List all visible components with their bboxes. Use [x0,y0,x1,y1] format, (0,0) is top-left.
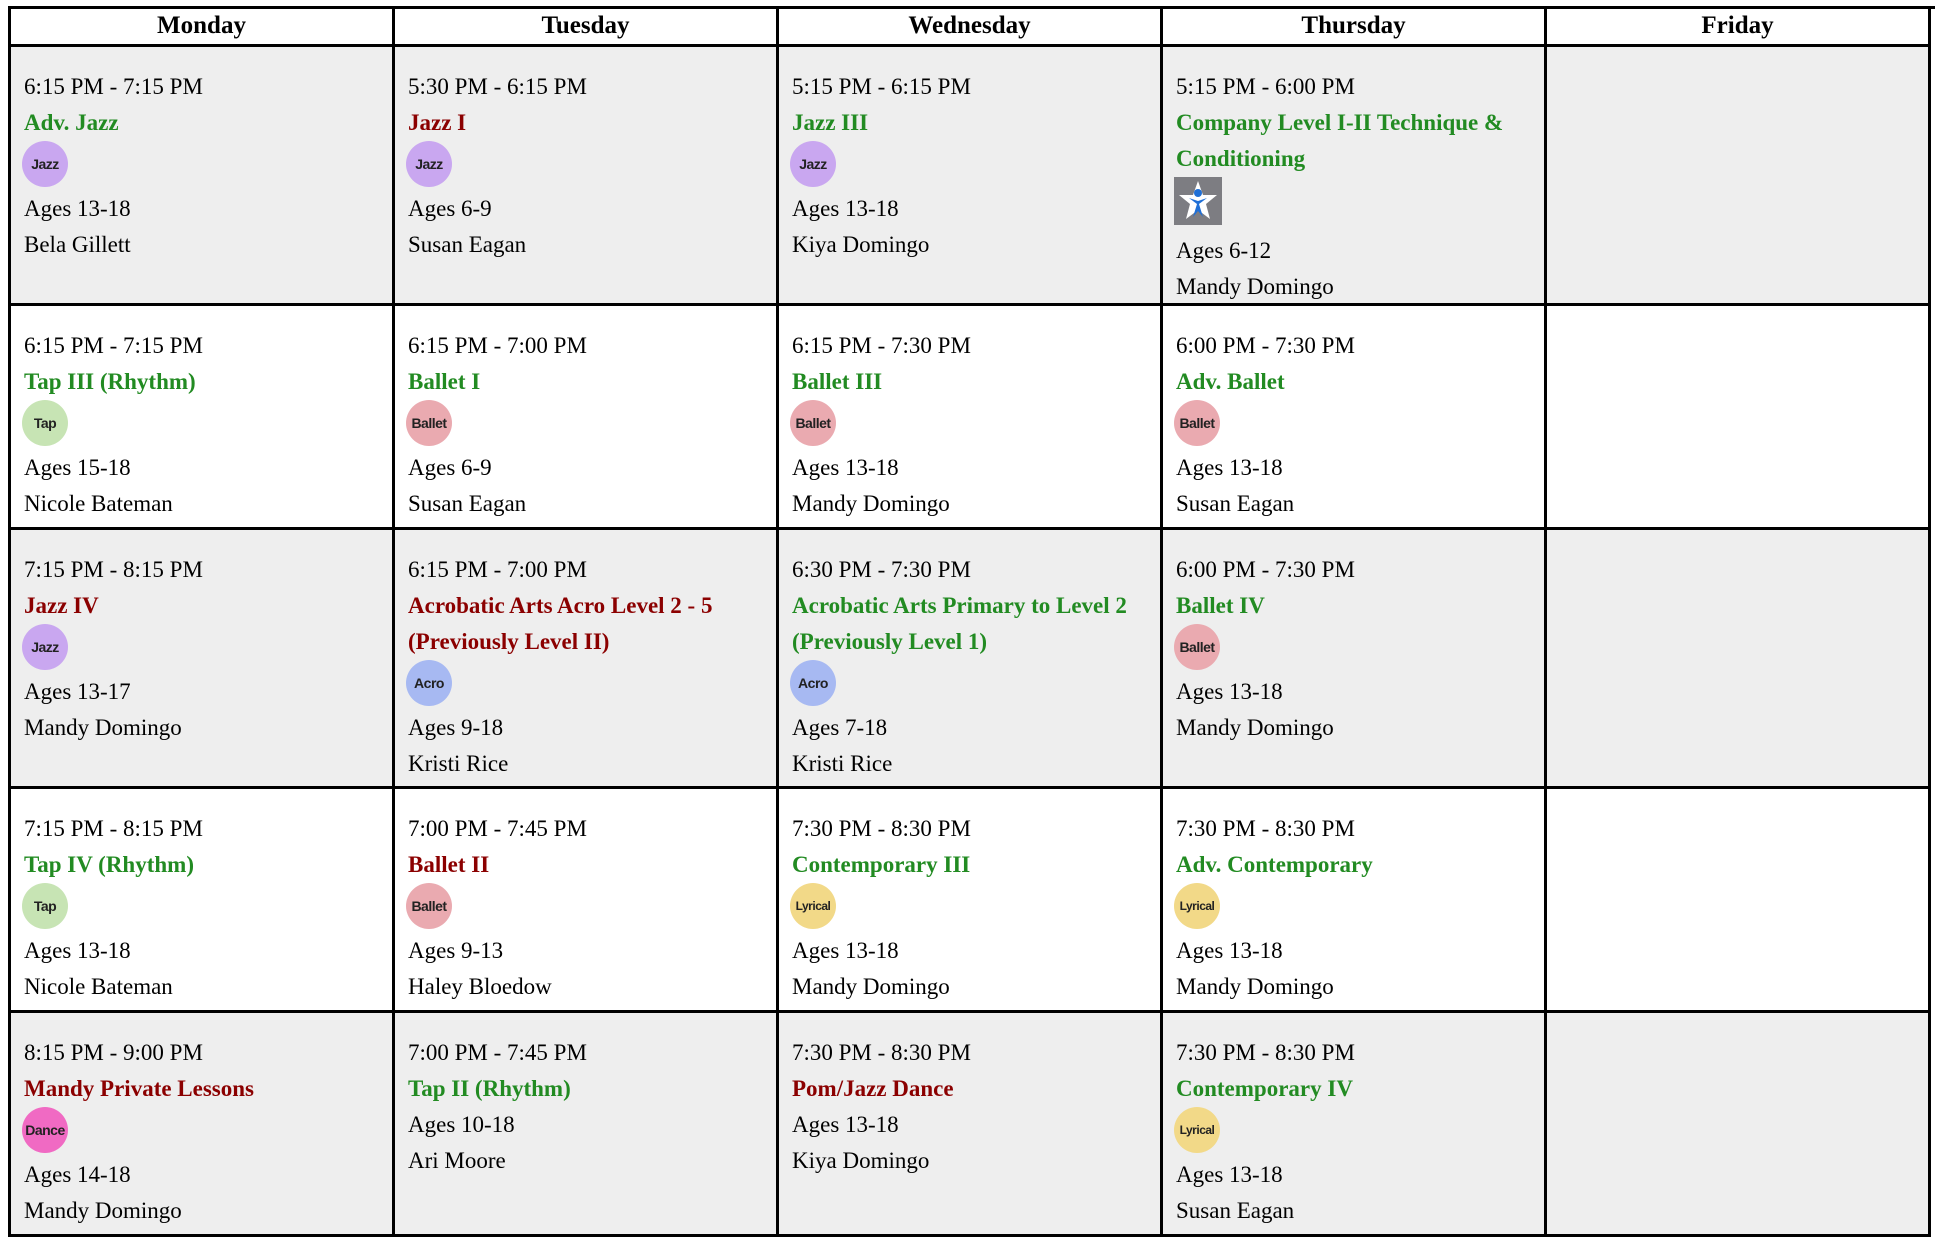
class-time: 7:00 PM - 7:45 PM [408,816,587,841]
class-title-link[interactable]: Ballet III [792,369,883,394]
class-title-link[interactable]: Adv. Contemporary [1176,852,1373,877]
class-time: 8:15 PM - 9:00 PM [24,1040,203,1065]
class-teacher: Susan Eagan [1176,491,1295,516]
class-ages: Ages 13-18 [1176,679,1283,704]
class-cell [1547,306,1931,530]
class-cell[interactable] [1163,1013,1547,1237]
class-cell [1547,530,1931,789]
class-teacher: Mandy Domingo [1176,974,1334,999]
day-header-tuesday: Tuesday [395,9,779,47]
class-title-link[interactable]: Tap III (Rhythm) [24,369,196,394]
class-teacher: Susan Eagan [408,232,527,257]
class-time: 7:15 PM - 8:15 PM [24,557,203,582]
class-title-link[interactable]: Ballet II [408,852,490,877]
ballet-badge-icon: Ballet [406,400,452,446]
class-title-link[interactable]: Adv. Ballet [1176,369,1285,394]
star-person-icon [1174,177,1222,225]
class-cell[interactable] [779,47,1163,306]
class-teacher: Nicole Bateman [24,491,173,516]
class-time: 7:15 PM - 8:15 PM [24,816,203,841]
class-cell[interactable] [395,530,779,789]
class-teacher: Kiya Domingo [792,1148,930,1173]
class-ages: Ages 13-18 [24,196,131,221]
class-cell [1547,789,1931,1013]
class-teacher: Mandy Domingo [24,715,182,740]
class-title-link[interactable]: Contemporary IV [1176,1076,1353,1101]
jazz-badge-icon: Jazz [22,624,68,670]
lyrical-badge-icon: Lyrical [1174,883,1220,929]
jazz-badge-icon: Jazz [406,141,452,187]
class-ages: Ages 10-18 [408,1112,515,1137]
class-title-link[interactable]: Tap IV (Rhythm) [24,852,194,877]
class-cell[interactable] [11,1013,395,1237]
class-cell[interactable] [395,306,779,530]
class-teacher: Mandy Domingo [1176,715,1334,740]
class-ages: Ages 13-18 [792,455,899,480]
class-cell [1547,1013,1931,1237]
class-title-link[interactable]: Ballet I [408,369,481,394]
class-title-link[interactable]: Acrobatic Arts Acro Level 2 - 5 (Previously Level II) [408,593,713,654]
class-time: 6:15 PM - 7:00 PM [408,557,587,582]
class-title-link[interactable]: Tap II (Rhythm) [408,1076,571,1101]
class-cell[interactable] [779,1013,1163,1237]
class-title-link[interactable]: Company Level I-II Technique & Conditioning [1176,110,1504,171]
class-ages: Ages 7-18 [792,715,888,740]
class-ages: Ages 13-18 [792,1112,899,1137]
class-time: 5:15 PM - 6:00 PM [1176,74,1355,99]
class-cell[interactable] [395,789,779,1013]
class-teacher: Kristi Rice [792,751,893,776]
class-title-link[interactable]: Jazz IV [24,593,99,618]
class-teacher: Susan Eagan [408,491,527,516]
day-header-monday: Monday [11,9,395,47]
class-title-link[interactable]: Acrobatic Arts Primary to Level 2 (Previously Level 1) [792,593,1127,654]
day-header-friday: Friday [1547,9,1931,47]
class-cell[interactable] [11,530,395,789]
class-ages: Ages 6-12 [1176,238,1272,263]
class-teacher: Nicole Bateman [24,974,173,999]
acro-badge-icon: Acro [790,660,836,706]
class-title-link[interactable]: Pom/Jazz Dance [792,1076,954,1101]
class-cell[interactable] [1163,47,1547,306]
class-cell[interactable] [395,1013,779,1237]
class-cell[interactable] [11,306,395,530]
acro-badge-icon: Acro [406,660,452,706]
class-cell[interactable] [1163,306,1547,530]
class-time: 6:00 PM - 7:30 PM [1176,333,1355,358]
class-ages: Ages 13-18 [792,938,899,963]
class-time: 6:15 PM - 7:30 PM [792,333,971,358]
class-cell[interactable] [11,47,395,306]
class-ages: Ages 13-17 [24,679,131,704]
class-ages: Ages 9-18 [408,715,504,740]
class-time: 6:15 PM - 7:15 PM [24,74,203,99]
class-ages: Ages 14-18 [24,1162,131,1187]
class-teacher: Ari Moore [408,1148,506,1173]
class-time: 7:30 PM - 8:30 PM [792,816,971,841]
class-time: 6:15 PM - 7:00 PM [408,333,587,358]
class-ages: Ages 13-18 [1176,1162,1283,1187]
class-teacher: Mandy Domingo [1176,274,1334,299]
class-time: 5:30 PM - 6:15 PM [408,74,587,99]
day-header-thursday: Thursday [1163,9,1547,47]
weekly-schedule-table [8,6,1935,1237]
class-time: 6:00 PM - 7:30 PM [1176,557,1355,582]
class-title-link[interactable]: Jazz I [408,110,467,135]
class-teacher: Mandy Domingo [792,491,950,516]
class-teacher: Mandy Domingo [792,974,950,999]
dance-badge-icon: Dance [22,1107,68,1153]
lyrical-badge-icon: Lyrical [790,883,836,929]
class-cell[interactable] [1163,530,1547,789]
ballet-badge-icon: Ballet [1174,400,1220,446]
class-ages: Ages 9-13 [408,938,504,963]
class-teacher: Haley Bloedow [408,974,552,999]
class-teacher: Mandy Domingo [24,1198,182,1223]
class-teacher: Kiya Domingo [792,232,930,257]
class-time: 5:15 PM - 6:15 PM [792,74,971,99]
class-teacher: Kristi Rice [408,751,509,776]
class-ages: Ages 13-18 [24,938,131,963]
tap-badge-icon: Tap [22,400,68,446]
class-time: 6:15 PM - 7:15 PM [24,333,203,358]
lyrical-badge-icon: Lyrical [1174,1107,1220,1153]
class-title-link[interactable]: Contemporary III [792,852,971,877]
class-teacher: Susan Eagan [1176,1198,1295,1223]
class-ages: Ages 15-18 [24,455,131,480]
jazz-badge-icon: Jazz [790,141,836,187]
class-teacher: Bela Gillett [24,232,131,257]
class-ages: Ages 6-9 [408,196,492,221]
class-cell [1547,47,1931,306]
class-title-link[interactable]: Jazz III [792,110,869,135]
ballet-badge-icon: Ballet [1174,624,1220,670]
tap-badge-icon: Tap [22,883,68,929]
class-cell[interactable] [395,47,779,306]
class-ages: Ages 6-9 [408,455,492,480]
jazz-badge-icon: Jazz [22,141,68,187]
class-cell[interactable] [11,789,395,1013]
class-time: 7:30 PM - 8:30 PM [792,1040,971,1065]
class-title-link[interactable]: Adv. Jazz [24,110,119,135]
class-title-link[interactable]: Mandy Private Lessons [24,1076,254,1101]
class-cell[interactable] [779,789,1163,1013]
class-time: 7:30 PM - 8:30 PM [1176,1040,1355,1065]
class-cell[interactable] [779,530,1163,789]
class-cell[interactable] [779,306,1163,530]
class-time: 7:00 PM - 7:45 PM [408,1040,587,1065]
class-time: 6:30 PM - 7:30 PM [792,557,971,582]
class-title-link[interactable]: Ballet IV [1176,593,1265,618]
class-ages: Ages 13-18 [1176,455,1283,480]
class-time: 7:30 PM - 8:30 PM [1176,816,1355,841]
class-ages: Ages 13-18 [1176,938,1283,963]
class-ages: Ages 13-18 [792,196,899,221]
class-cell[interactable] [1163,789,1547,1013]
ballet-badge-icon: Ballet [790,400,836,446]
day-header-wednesday: Wednesday [779,9,1163,47]
ballet-badge-icon: Ballet [406,883,452,929]
